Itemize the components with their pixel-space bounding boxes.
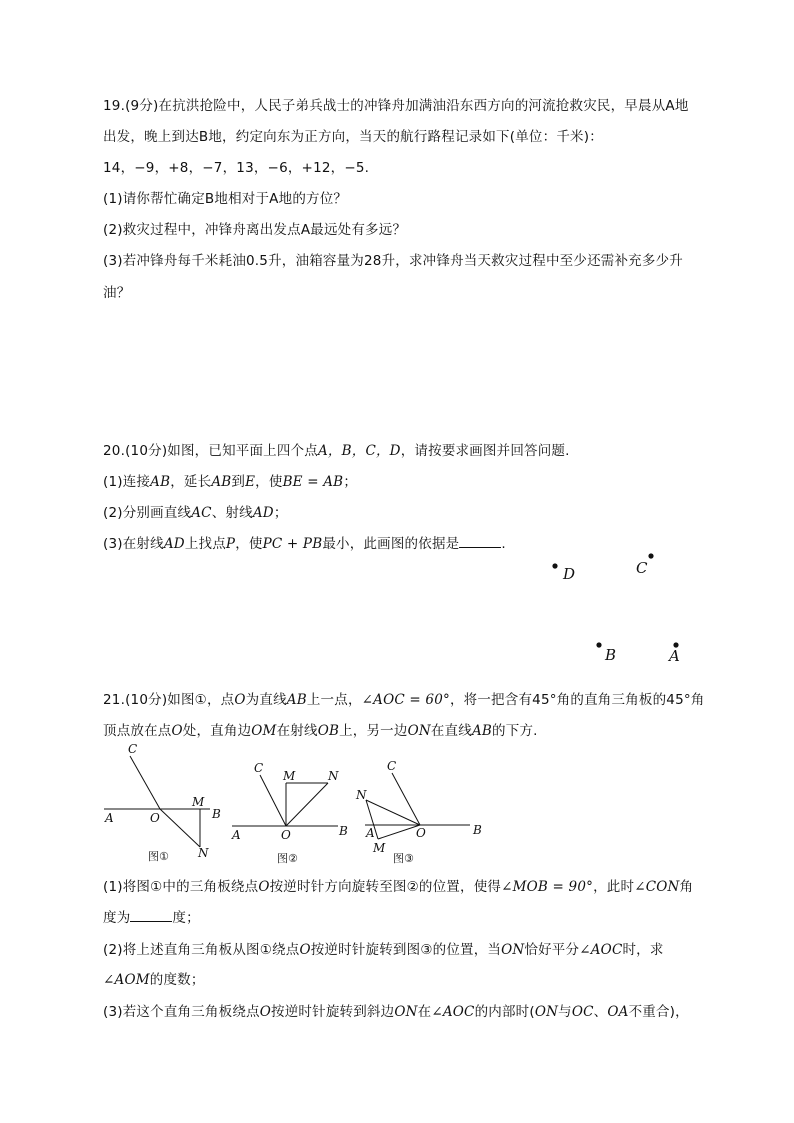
q21-part-1a: (1)将图①中的三角板绕点O按逆时针方向旋转至图②的位置，使得∠MOB = 90°，此时∠CON角 [103, 879, 694, 895]
q20-part-3: (3)在射线AD上找点P，使PC + PB最小，此画图的依据是 . [103, 536, 506, 552]
q19-line-1: 19.(9分)在抗洪抢险中，人民子弟兵战士的冲锋舟加满油沿东西方向的河流抢救灾民，早晨从A地 [103, 98, 689, 114]
q19-part-3a: (3)若冲锋舟每千米耗油0.5升，油箱容量为28升，求冲锋舟当天救灾过程中至少还需补充多少升 [103, 253, 683, 269]
q21-part-3: (3)若这个直角三角板绕点O按逆时针旋转到斜边ON在∠AOC的内部时(ON与OC、OA不重合)， [103, 1004, 689, 1020]
q21-line-2: 顶点放在点O处，直角边OM在射线OB上，另一边ON在直线AB的下方. [103, 723, 538, 739]
svg-text:A: A [366, 826, 375, 840]
answer-blank [459, 535, 501, 548]
q20-part-1: (1)连接AB，延长AB到E，使BE = AB； [103, 474, 358, 490]
q20-figure [530, 545, 700, 670]
q20-line-1 [103, 441, 570, 461]
svg-text:C: C [387, 759, 397, 773]
q20-part-2: (2)分别画直线AC、射线AD； [103, 505, 288, 521]
svg-text:C: C [254, 761, 264, 775]
q20-points-math: A，B，C，D [317, 443, 401, 459]
svg-text:M: M [373, 841, 386, 855]
q20-text: 20.(10分)如图，已知平面上四个点 [103, 443, 318, 459]
svg-text:A: A [232, 828, 241, 842]
svg-text:N: N [198, 846, 209, 860]
q21-part-2a: (2)将上述直角三角板从图①绕点O按逆时针旋转到图③的位置，当ON恰好平分∠AOC时，求 [103, 942, 664, 958]
q21-figures [100, 740, 500, 870]
caption-fig-3: 图③ [393, 852, 414, 865]
q19-part-3b: 油？ [103, 285, 131, 301]
point-d-dot [552, 563, 557, 568]
point-b-dot [596, 642, 601, 647]
figure-1 [104, 742, 221, 863]
point-d-label: D [563, 565, 576, 583]
q19-data-line: 14，−9，+8，−7，13，−6，+12，−5. [103, 160, 370, 176]
q19-line-2: 出发，晚上到达B地，约定向东为正方向，当天的航行路程记录如下(单位：千米)： [103, 129, 603, 145]
point-c-dot [648, 553, 653, 558]
svg-text:N: N [328, 769, 339, 783]
answer-blank [130, 909, 172, 922]
q21-part-1b: 度为 度； [103, 910, 200, 926]
svg-text:O: O [416, 826, 426, 840]
svg-text:M: M [283, 769, 296, 783]
point-c-label: C [636, 559, 648, 577]
caption-fig-1: 图① [148, 850, 169, 863]
figure-3 [355, 759, 482, 865]
svg-text:B: B [473, 823, 482, 837]
svg-text:B: B [212, 807, 221, 821]
svg-text:B: B [339, 824, 348, 838]
caption-fig-2: 图② [277, 852, 298, 865]
q21-part-2b: ∠AOM的度数； [103, 972, 205, 988]
q21-line-1: 21.(10分)如图①，点O为直线AB上一点，∠AOC = 60°，将一把含有45°角的直角三角板的45°角 [103, 692, 705, 708]
svg-text:M: M [192, 795, 205, 809]
figure-2 [231, 761, 348, 865]
q20-text: ，请按要求画图并回答问题. [400, 443, 570, 459]
svg-text:C: C [128, 742, 138, 756]
q19-part-2: (2)救灾过程中，冲锋舟离出发点A最远处有多远？ [103, 222, 407, 238]
svg-text:O: O [150, 811, 160, 825]
point-b-label: B [605, 646, 617, 664]
q19-part-1: (1)请你帮忙确定B地相对于A地的方位？ [103, 191, 348, 207]
svg-text:N: N [356, 788, 367, 802]
svg-text:A: A [105, 811, 114, 825]
svg-text:O: O [281, 828, 291, 842]
point-a-label: A [669, 647, 680, 665]
